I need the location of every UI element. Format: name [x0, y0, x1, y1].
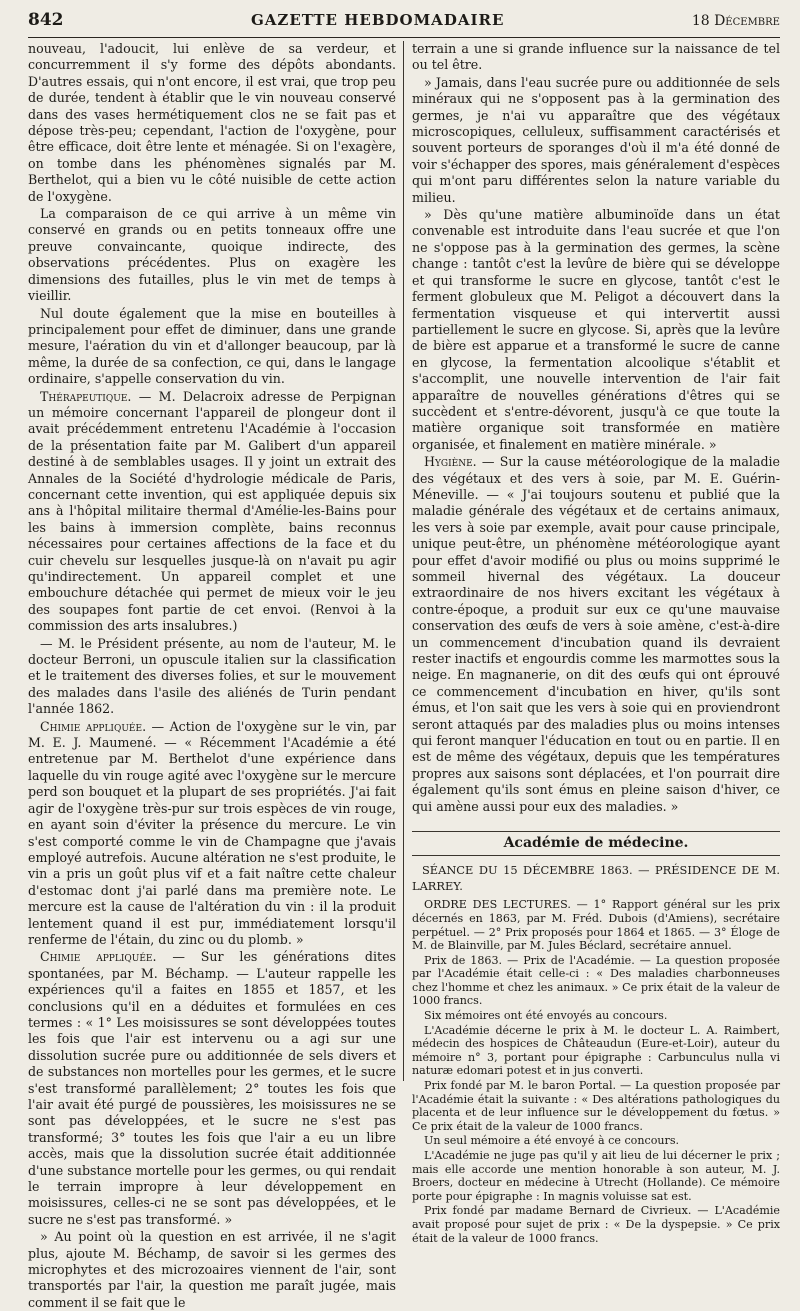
- section-title: Académie de médecine.: [412, 831, 780, 855]
- rubric-label: Hygiène.: [424, 454, 477, 470]
- paragraph-body: — Sur les générations dites spontanées, par M. Béchamp. — L'auteur rappelle les expériences qu'il a faites en 1855 et 1857, et les conclusions qu'il en a déduites et formulées en ces termes : « 1° Les moisissures se sont développées toutes les fois que l'air est intervenu ou a agi sur une dissolution sucrée pure ou additionnée de sels divers et de substances non mortelles pour les germes, et le sucre s'est transformé parallèlement; 2° toutes les fois que l'air avait été purgé de poussières, les moisissures ne se sont pas développées, et le sucre ne s'est pas transformé; 3° toutes les fois que l'air a eu un libre accès, mais que la dissolution sucrée était additionnée d'une substance mortelle pour les germes, ou qui rendait le terrain impropre à leur développement en moisissures, celles-ci ne se sont pas développées, et le sucre ne s'est pas transformé. »: [28, 949, 397, 1227]
- rubric-label: Chimie appliquée.: [40, 949, 157, 965]
- paragraph: Nul doute également que la mise en bouteilles à principalement pour effet de diminuer, dans une grande mesure, l'aération du vin et d'allonger beaucoup, par là même, la durée de sa confection, ce qui, dans le langage ordinaire, s'appelle conservation du vin.: [28, 305, 396, 387]
- paragraph: L'Académie ne juge pas qu'il y ait lieu de lui décerner le prix ; mais elle accorde une mention honorable à son auteur, M. J. Broers, docteur en médecine à Utrecht (Hollande). Ce mémoire porte pour épigraphe : In magnis voluisse sat est.: [412, 1149, 780, 1203]
- issue-date: 18 Décembre: [691, 13, 780, 29]
- paragraph: » Au point où la question en est arrivée, il ne s'agit plus, ajoute M. Béchamp, de savoir si les germes des microphytes et des microzoaires viennent de l'air, sont transportés par l'air, la question me paraît jugée, mais comment il se fait que le: [28, 1229, 396, 1310]
- paragraph: La comparaison de ce qui arrive à un même vin conservé en grands ou en petits tonneaux offre une preuve convaincante, quoique indirecte, des observations précédentes. Plus on exagère les dimensions des futailles, plus le vin met de temps à vieillir.: [28, 206, 396, 304]
- left-column: [28, 41, 403, 1310]
- session-line: SÉANCE DU 15 DÉCEMBRE 1863. — PRÉSIDENCE DE M. LARREY.: [412, 862, 780, 893]
- paragraph: Six mémoires ont été envoyés au concours.: [424, 1009, 668, 1023]
- paragraph: L'Académie décerne le prix à M. le docteur L. A. Raimbert, médecin des hospices de Châteaudun (Eure-et-Loir), auteur du mémoire n° 3, portant pour épigraphe : Carbunculus nulla vi naturæ edomari potest et in jus converti.: [412, 1023, 780, 1078]
- paragraph: Un seul mémoire a été envoyé à ce concours.: [424, 1134, 680, 1148]
- paragraph: » Dès qu'une matière albuminoïde dans un état convenable est introduite dans l'eau sucrée et que l'on ne s'oppose pas à la germination des germes, la scène change : tantôt c'est la levûre de bière qui se développe et qui transforme le sucre en glycose, tantôt c'est le ferment globuleux que M. Peligot a découvert dans la fermentation visqueuse et qui intervertit aussi partiellement le sucre en glycose. Si, après que la levûre de bière est apparue et a transformé le sucre de canne en glycose, la fermentation alcoolique s'établit et s'accomplit, une nouvelle intervention de l'air fait apparaître de nouvelles générations d'êtres qui se succèdent et s'entre-dévorent, jusqu'à ce que toute la matière organique soit transformée en matière organisée, et finalement en matière minérale. »: [412, 207, 780, 452]
- page-number: 842: [28, 10, 64, 30]
- paragraph: Prix fondé par M. le baron Portal. — La question proposée par l'Académie était la suivante : « Des altérations pathologiques du placenta et de leur influence sur le développement du fœtus. » Ce prix était de la valeur de 1000 francs.: [412, 1079, 780, 1133]
- paragraph: — M. le Président présente, au nom de l'auteur, M. le docteur Berroni, un opuscule italien sur la classification et le traitement des diverses folies, et sur le mouvement des malades dans l'asile des aliénés de Turin pendant l'année 1862.: [28, 635, 396, 717]
- journal-title: GAZETTE HEBDOMADAIRE: [250, 11, 505, 29]
- paragraph: terrain a une si grande influence sur la naissance de tel ou tel être.: [412, 41, 780, 73]
- rubric-label: Chimie appliquée.: [40, 718, 147, 734]
- paragraph-chimie-1: [28, 719, 396, 949]
- right-column: [403, 41, 780, 1245]
- paragraph-therapeutique: [28, 389, 396, 635]
- paragraph: nouveau, l'adoucit, lui enlève de sa verdeur, et concurremment il s'y forme des dépôts abondants. D'autres essais, qui n'ont encore, il est vrai, que trop peu de durée, tendent à établir que le vin nouveau conservé dans des vases hermétiquement clos ne se fait pas et dépose très-peu; cependant, l'action de l'oxygène, pour être efficace, doit être lente et ménagée. Si on l'exagère, on tombe dans les phénomènes signalés par M. Berthelot, qui a bien vu le côté nuisible de cette action de l'oxygène.: [28, 41, 396, 204]
- paragraph-body: — Action de l'oxygène sur le vin, par M. E. J. Maumené. — « Récemment l'Académie a été entretenue par M. Berthelot d'une expérience dans laquelle du vin rouge agité avec l'oxygène sur le mercure perd son bouquet et la plupart de ses propriétés. J'ai fait agir de l'oxygène très-pur sur trois espèces de vin rouge, en ayant soin d'éviter la présence du mercure. Le vin s'est comporté comme le vin de Champagne que j'avais employé autrefois. Aucune altération ne s'est produite, le vin a pris un goût plus vif et a fait naître cette chaleur d'estomac dont j'ai parlé dans ma première note. Le mercure est la cause de l'altération du vin : il la produit lentement quand il est pur, immédiatement lorsqu'il renferme de l'étain, du zinc ou du plomb. »: [28, 718, 396, 947]
- paragraph-hygiene: [412, 454, 780, 815]
- paragraph: Prix de 1863. — Prix de l'Académie. — La question proposée par l'Académie était celle-ci : « Des maladies charbonneuses chez l'homme et chez les animaux. » Ce prix était de la valeur de 1000 francs.: [412, 953, 780, 1008]
- paragraph-body: — Sur la cause météorologique de la maladie des végétaux et des vers à soie, par M. E. Guérin-Méneville. — « J'ai toujours soutenu et publié que la maladie générale des végétaux et de certains animaux, les vers à soie par exemple, avait pour cause principale, unique peut-être, un phénomène météorologique ayant pour effet d'avoir modifié ou plus ou moins supprimé le sommeil hivernal des végétaux. La douceur extraordinaire de nos hivers excitant les végétaux à contre-époque, a produit sur eux ce qu'une mauvaise conservation des œufs de vers à soie amène, c'est-à-dire un commencement d'incubation quand ils devraient rester inactifs et engourdis comme les marmottes sous la neige. En magnanerie, on dit des œufs qui ont éprouvé ce commencement d'incubation en hiver, qu'ils sont émus, et l'on sait que les vers à soie qui en proviendront seront attaqués par des maladies plus ou moins intenses qui feront manquer l'éducation en tout ou en partie. Il en est de même des végétaux, depuis que les températures propres aux saisons sont déplacées, et l'on pourrait dire également qu'ils sont émus en pleine saison d'hiver, ce qui amène aussi pour eux des maladies. »: [412, 454, 780, 814]
- text-columns: [28, 41, 780, 1310]
- academy-minutes: [412, 898, 780, 1245]
- paragraph-body: — M. Delacroix adresse de Perpignan un mémoire concernant l'appareil de plongeur dont il avait précédemment entretenu l'Académie à l'occasion de la présentation faite par M. Galibert d'un appareil destiné à de semblables usages. Il y joint un extrait des Annales de la Société d'hydrologie médicale de Paris, concernant cette invention, qui est appliquée depuis six ans à l'hôpital militaire thermal d'Amélie-les-Bains pour les bains à immersion complète, bains reconnus nécessaires pour certaines affections de la face et du cuir chevelu sur lesquelles jusque-là on n'avait pu agir qu'indirectement. Un appareil complet et une embouchure détachée qui permet de mieux voir le jeu des soupapes font partie de cet envoi. (Renvoi à la commission des arts insalubres.): [28, 388, 396, 634]
- paragraph-chimie-2: [28, 949, 396, 1228]
- paragraph: » Jamais, dans l'eau sucrée pure ou additionnée de sels minéraux qui ne s'opposent pas à la germination des germes, je n'ai vu apparaître que des végétaux microscopiques, celluleux, suffisamment caractérisés et souvent porteurs de sporanges d'où il m'a été donné de voir s'échapper des spores, mais généralement d'espèces qui m'ont paru différentes selon la nature variable du milieu.: [412, 74, 780, 205]
- paragraph: ORDRE DES LECTURES. — 1° Rapport général sur les prix décernés en 1863, par M. Fréd. Dubois (d'Amiens), secrétaire perpétuel. — 2° Prix proposés pour 1864 et 1865. — 3° Éloge de M. de Blainville, par M. Jules Béclard, secrétaire annuel.: [412, 898, 780, 953]
- rubric-label: Thérapeutique.: [40, 388, 132, 404]
- page-header: [28, 10, 780, 38]
- paragraph: Prix fondé par madame Bernard de Civrieux. — L'Académie avait proposé pour sujet de prix : « De la dyspepsie. » Ce prix était de la valeur de 1000 francs.: [412, 1204, 780, 1245]
